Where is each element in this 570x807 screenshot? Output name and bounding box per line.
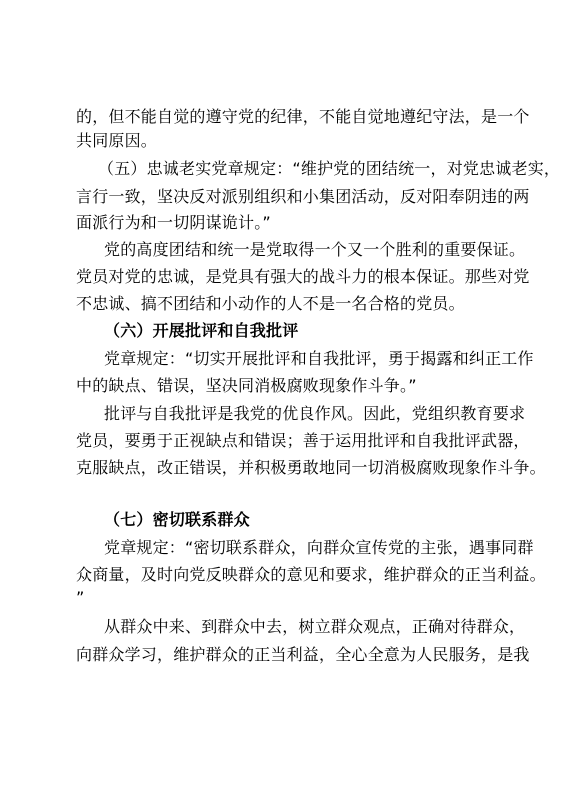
section-heading: （七）密切联系群众 <box>104 510 250 529</box>
text-line: ” <box>76 588 85 607</box>
text-line: 党员对党的忠诚，是党具有强大的战斗力的根本保证。那些对党 <box>76 267 530 286</box>
text-line: 从群众中来、到群众中去，树立群众观点，正确对待群众， <box>104 617 526 636</box>
section-heading: （六）开展批评和自我批评 <box>104 321 299 340</box>
text-line: 面派行为和一切阴谋诡计。” <box>76 213 271 232</box>
text-line: 批评与自我批评是我党的优良作风。因此，党组织教育要求 <box>104 404 526 423</box>
text-line: 共同原因。 <box>76 131 158 150</box>
text-line: （五）忠诚老实党章规定：“维护党的团结统一，对党忠诚老实， <box>98 159 561 178</box>
text-line: 向群众学习，维护群众的正当利益，全心全意为人民服务，是我 <box>76 645 530 664</box>
text-line: 克服缺点，改正错误，并积极勇敢地同一切消极腐败现象作斗争。 <box>76 458 546 477</box>
text-line: 党员，要勇于正视缺点和错误；善于运用批评和自我批评武器， <box>76 431 530 450</box>
text-line: 不忠诚、搞不团结和小动作的人不是一名合格的党员。 <box>76 294 465 313</box>
text-line: 众商量，及时向党反映群众的意见和要求，维护群众的正当利益。 <box>76 565 546 584</box>
text-line: 中的缺点、错误，坚决同消极腐败现象作斗争。” <box>76 376 417 395</box>
text-line: 言行一致，坚决反对派别组织和小集团活动，反对阳奉阴违的两 <box>76 187 530 206</box>
text-line: 党的高度团结和统一是党取得一个又一个胜利的重要保证。 <box>104 240 526 259</box>
text-line: 党章规定：“切实开展批评和自我批评，勇于揭露和纠正工作 <box>104 349 534 368</box>
text-line: 的，但不能自觉的遵守党的纪律，不能自觉地遵纪守法，是一个 <box>76 107 530 126</box>
text-line: 党章规定：“密切联系群众，向群众宣传党的主张，遇事同群 <box>104 538 534 557</box>
